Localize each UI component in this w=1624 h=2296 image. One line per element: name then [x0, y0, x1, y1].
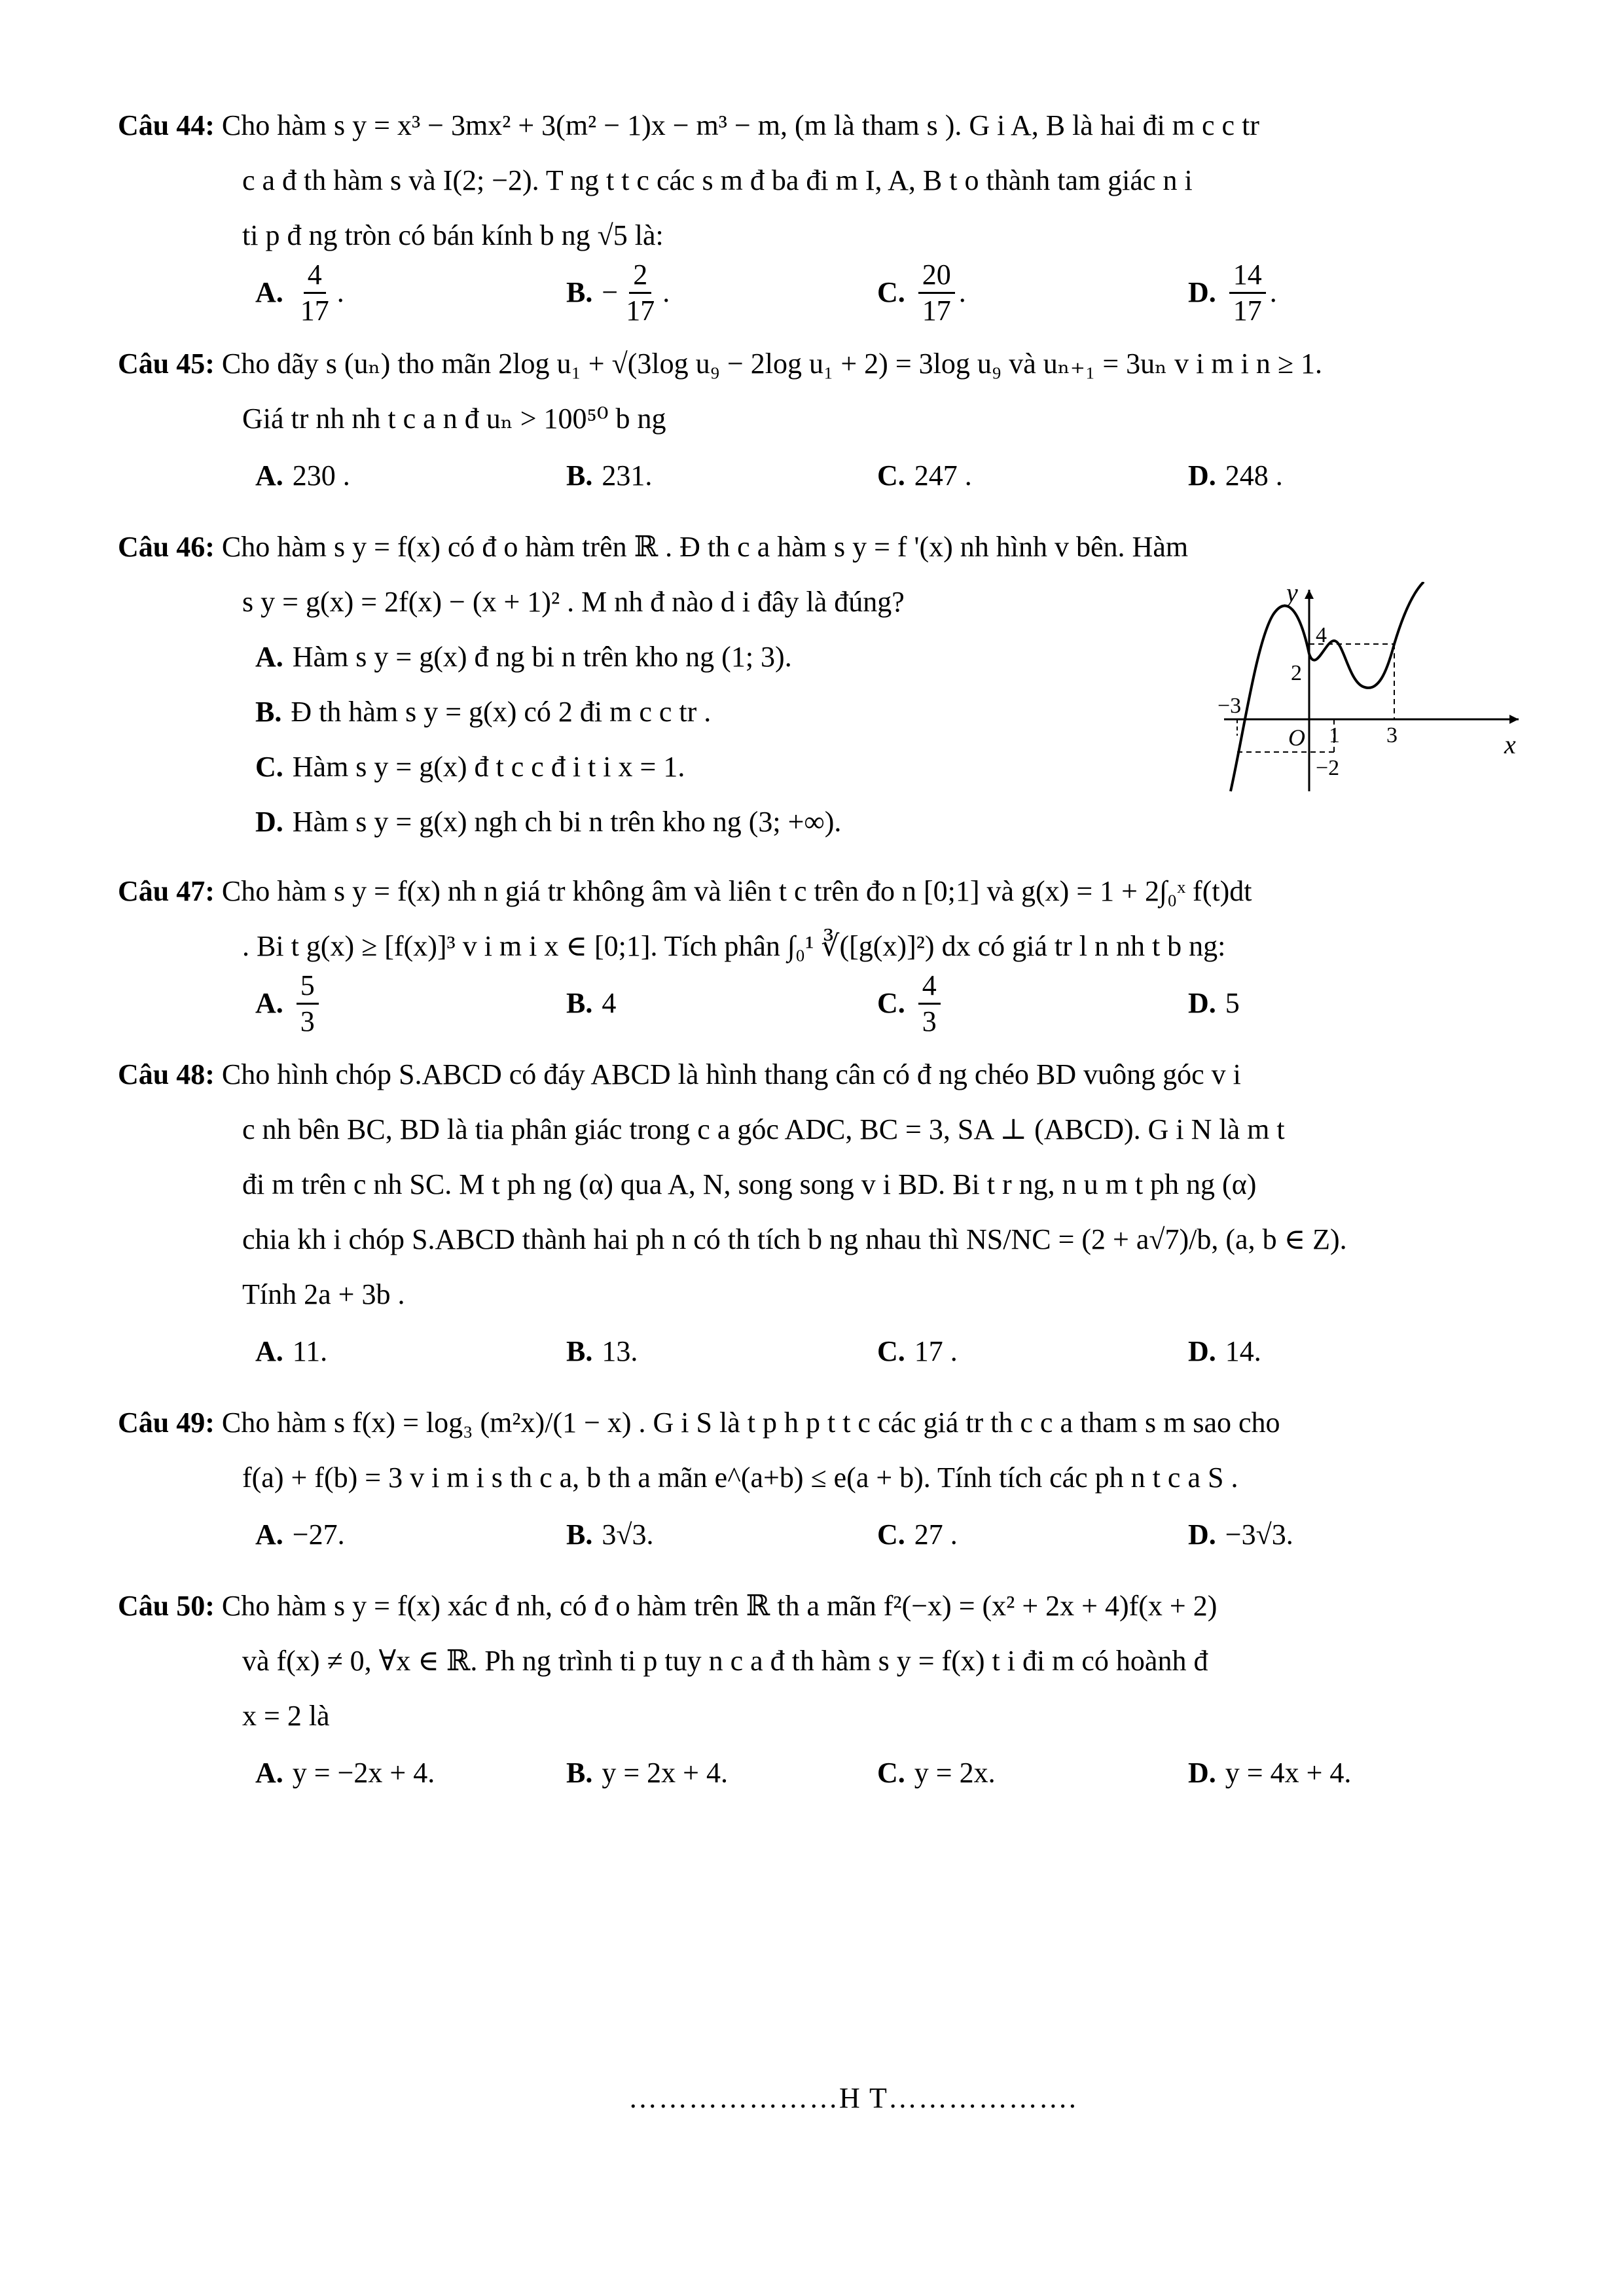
- option-c[interactable]: C. y = 2x.: [877, 1757, 996, 1789]
- question-text: x = 2 là: [242, 1700, 330, 1732]
- label-2: 2: [1291, 661, 1302, 685]
- answer-options: [118, 1505, 1525, 1564]
- option-d[interactable]: D. $\frac{14}{17}$ .: [1188, 258, 1277, 327]
- question-text: đi m trên c nh SC. M t ph ng (α) qua A, N, song song v i BD. Bi t r ng, n u m t ph ng (α): [242, 1168, 1257, 1200]
- question-text: và f(x) ≠ 0, ∀x ∈ ℝ. Ph ng trình ti p tuy n c a đ th hàm s y = f(x) t i đi m có hoành đ: [242, 1645, 1208, 1677]
- end-marker: …………………H T……………….: [628, 2082, 1077, 2114]
- question-label: Câu 48:: [118, 1058, 215, 1090]
- question-label: Câu 49:: [118, 1407, 215, 1439]
- option-b[interactable]: B. 231.: [566, 459, 653, 492]
- answer-options: [118, 969, 1525, 1037]
- question-text: Cho hàm s y = x³ − 3mx² + 3(m² − 1)x − m³ − m, (m là tham s ). G i A, B là hai đi m c c tr: [221, 109, 1259, 141]
- statement-c[interactable]: C. Hàm s y = g(x) đ t c c đ i t i x = 1.: [255, 751, 685, 783]
- question-46: [118, 520, 1525, 850]
- fraction: $\frac{2}{17}$: [626, 258, 655, 327]
- option-c[interactable]: C. 17 .: [877, 1335, 958, 1367]
- y-axis-arrow: [1305, 590, 1314, 599]
- question-text: Cho hình chóp S.ABCD có đáy ABCD là hình thang cân có đ ng chéo BD vuông góc v i: [221, 1058, 1241, 1090]
- question-text: s y = g(x) = 2f(x) − (x + 1)² . M nh đ nào d i đây là đúng?: [242, 586, 905, 618]
- option-a[interactable]: A. 230 .: [255, 459, 350, 492]
- statement-d[interactable]: D. Hàm s y = g(x) ngh ch bi n trên kho ng (3; +∞).: [255, 806, 842, 838]
- fraction: $\frac{4}{17}$: [300, 258, 329, 327]
- statement-b[interactable]: B. Đ th hàm s y = g(x) có 2 đi m c c tr .: [255, 696, 712, 728]
- question-text: Cho hàm s y = f(x) nh n giá tr không âm và liên t c trên đo n [0;1] và g(x) = 1 + 2∫₀ˣ f(t)dt: [221, 875, 1252, 907]
- question-text: c a đ th hàm s và I(2; −2). T ng t t c các s m đ ba đi m I, A, B t o thành tam giác n i: [242, 164, 1193, 196]
- question-text: Cho dãy s (uₙ) tho mãn 2log u₁ + √(3log u₉ − 2log u₁ + 2) = 3log u₉ và uₙ₊₁ = 3uₙ v i m i n ≥ 1.: [221, 348, 1322, 380]
- option-a[interactable]: A. 11.: [255, 1335, 328, 1367]
- answer-options: [118, 258, 1525, 327]
- fraction: $\frac{5}{3}$: [297, 969, 319, 1039]
- option-a[interactable]: A. y = −2x + 4.: [255, 1757, 435, 1789]
- question-label: Câu 47:: [118, 875, 215, 907]
- label-4: 4: [1316, 623, 1327, 647]
- label-1: 1: [1329, 723, 1340, 747]
- question-45: [118, 336, 1525, 505]
- label-y: y: [1286, 582, 1298, 607]
- fraction: $\frac{4}{3}$: [918, 969, 941, 1039]
- question-50: [118, 1579, 1525, 1803]
- question-text: Tính 2a + 3b .: [242, 1278, 405, 1310]
- option-d[interactable]: D. y = 4x + 4.: [1188, 1757, 1352, 1789]
- option-d[interactable]: D. 248 .: [1188, 459, 1283, 492]
- option-a[interactable]: A. $\frac{4}{17}$ .: [255, 258, 344, 327]
- option-d[interactable]: D. 5: [1188, 987, 1240, 1019]
- fraction: $\frac{14}{17}$: [1229, 258, 1266, 328]
- question-text: c nh bên BC, BD là tia phân giác trong c a góc ADC, BC = 3, SA ⊥ (ABCD). G i N là m t: [242, 1113, 1285, 1145]
- option-a[interactable]: A. $\frac{5}{3}$: [255, 969, 566, 1039]
- question-text: f(a) + f(b) = 3 v i m i s th c a, b th a mãn e^(a+b) ≤ e(a + b). Tính tích các ph n t c a S .: [242, 1462, 1238, 1494]
- derivative-graph: [1218, 582, 1525, 798]
- question-text: chia kh i chóp S.ABCD thành hai ph n có th tích b ng nhau thì NS/NC = (2 + a√7)/b, (a, b ∈ Z).: [242, 1223, 1347, 1255]
- option-b[interactable]: B. y = 2x + 4.: [566, 1757, 728, 1789]
- question-49: [118, 1395, 1525, 1564]
- question-label: Câu 44:: [118, 109, 215, 141]
- answer-options: [118, 446, 1525, 505]
- label-origin: O: [1288, 725, 1305, 751]
- option-b[interactable]: B. 4: [566, 987, 617, 1019]
- question-label: Câu 50:: [118, 1590, 215, 1622]
- exam-page: [118, 98, 1525, 1817]
- option-b[interactable]: B. − $\frac{2}{17}$ .: [566, 258, 670, 327]
- question-text: Cho hàm s y = f(x) có đ o hàm trên ℝ . Đ th c a hàm s y = f '(x) nh hình v bên. Hàm: [221, 531, 1189, 563]
- question-44: [118, 98, 1525, 327]
- question-text: ti p đ ng tròn có bán kính b ng √5 là:: [242, 219, 664, 251]
- question-text: Cho hàm s y = f(x) xác đ nh, có đ o hàm trên ℝ th a mãn f²(−x) = (x² + 2x + 4)f(x + 2): [221, 1590, 1218, 1622]
- statement-a[interactable]: A. Hàm s y = g(x) đ ng bi n trên kho ng (1; 3).: [255, 641, 792, 673]
- option-a[interactable]: A. −27.: [255, 1518, 345, 1551]
- question-text: Cho hàm s f(x) = log₃ (m²x)/(1 − x) . G i S là t p h p t t c các giá tr th c c a tham s m sao cho: [221, 1407, 1280, 1439]
- x-axis-arrow: [1509, 715, 1519, 724]
- question-label: Câu 45:: [118, 348, 215, 380]
- statement-list: [118, 630, 1204, 850]
- question-text: . Bi t g(x) ≥ [f(x)]³ v i m i x ∈ [0;1]. Tích phân ∫₀¹ ∛([g(x)]²) dx có giá tr l n nh t b ng:: [242, 930, 1226, 962]
- question-47: [118, 864, 1525, 1037]
- option-d[interactable]: D. −3√3.: [1188, 1518, 1293, 1551]
- option-b[interactable]: B. 13.: [566, 1335, 638, 1367]
- label-neg3: −3: [1218, 694, 1242, 718]
- label-neg2: −2: [1316, 756, 1340, 780]
- label-3: 3: [1386, 723, 1398, 747]
- question-text: Giá tr nh nh t c a n đ uₙ > 100⁵⁰ b ng: [242, 403, 666, 435]
- answer-options: [118, 1322, 1525, 1381]
- answer-options: [118, 1744, 1525, 1803]
- fraction: $\frac{20}{17}$: [918, 258, 955, 328]
- option-c[interactable]: C. 247 .: [877, 459, 972, 492]
- option-b[interactable]: B. 3√3.: [566, 1518, 654, 1551]
- label-x: x: [1504, 730, 1516, 759]
- option-c[interactable]: C. $\frac{4}{3}$: [877, 969, 1188, 1039]
- question-48: [118, 1047, 1525, 1381]
- option-c[interactable]: C. $\frac{20}{17}$ .: [877, 258, 966, 327]
- question-label: Câu 46:: [118, 531, 215, 563]
- option-d[interactable]: D. 14.: [1188, 1335, 1261, 1367]
- option-c[interactable]: C. 27 .: [877, 1518, 958, 1551]
